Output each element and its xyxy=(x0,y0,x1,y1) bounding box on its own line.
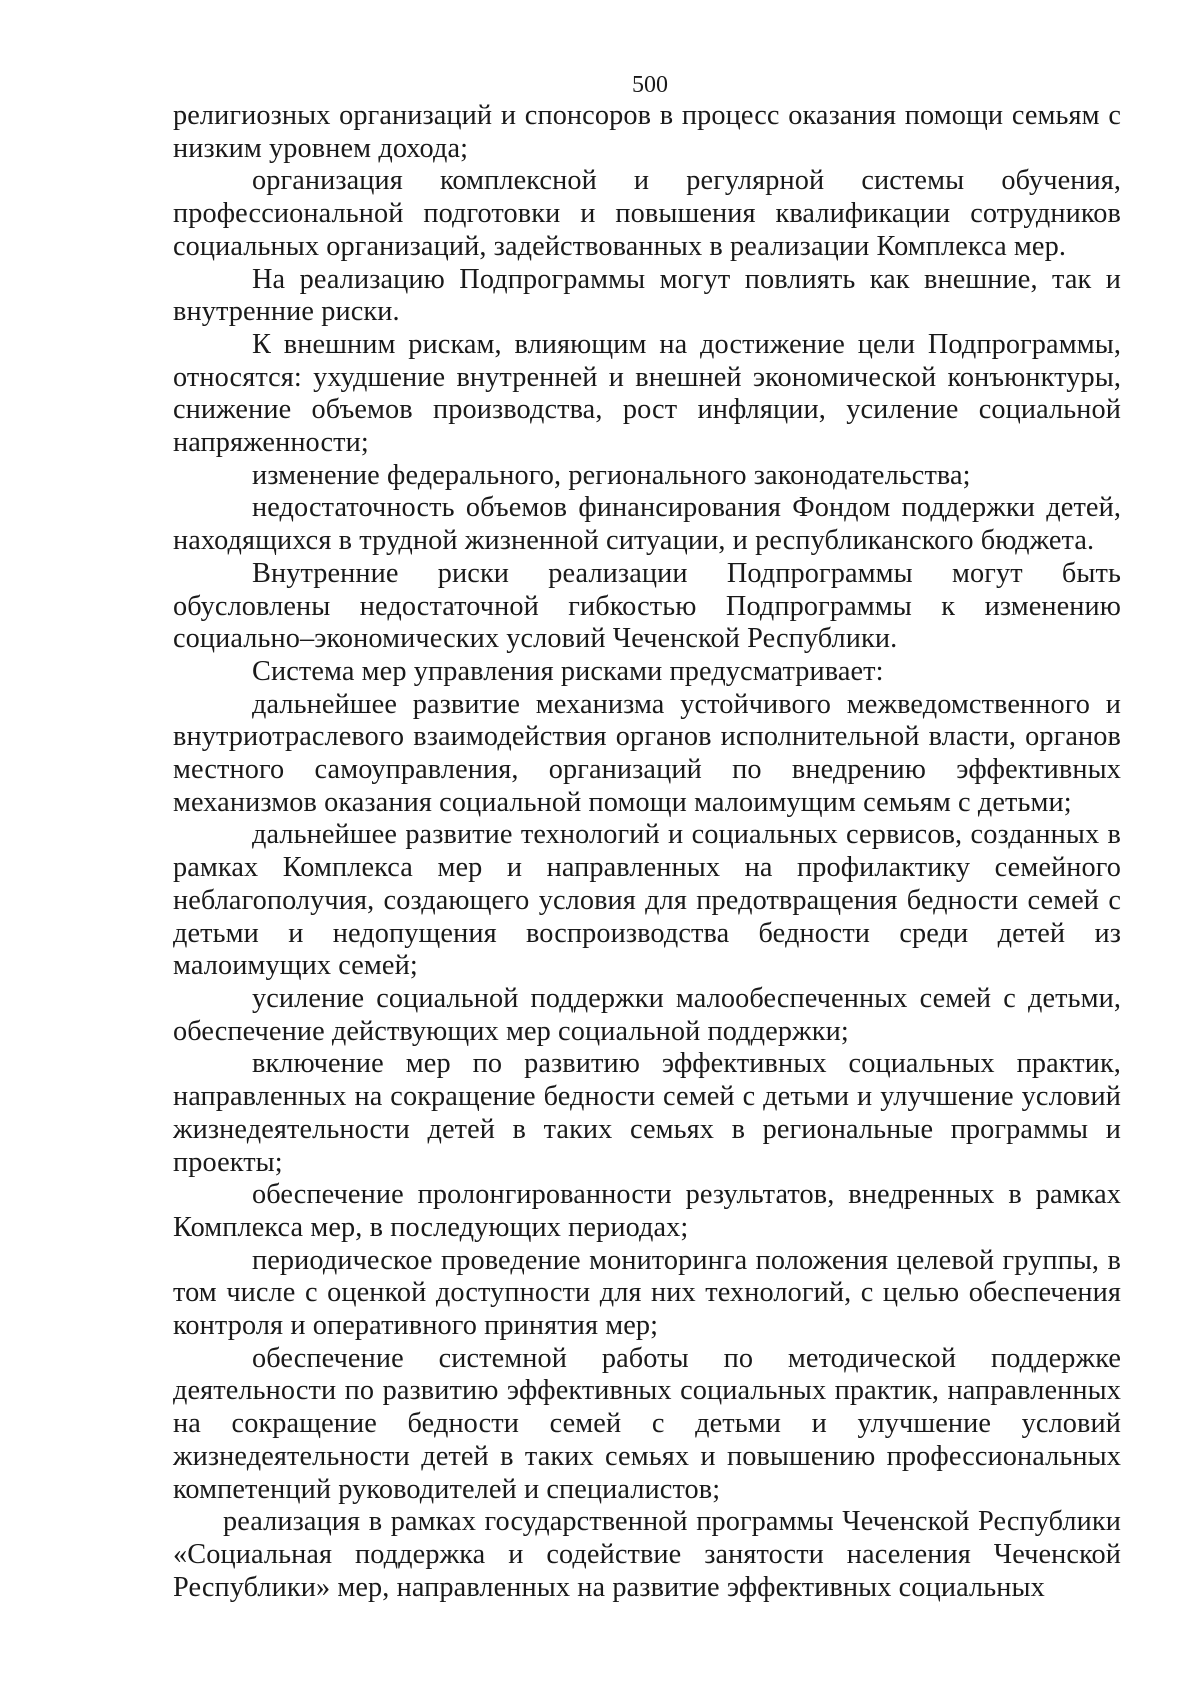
paragraph-6: недостаточность объемов финансирования Фондом поддержки детей, находящихся в трудной жизненной ситуации, и республиканского бюджета. xyxy=(173,492,1121,557)
paragraph-16: реализация в рамках государственной программы Чеченской Республики «Социальная поддержка и содействие занятости населения Чеченской Республики» мер, направленных на развитие эффективных социальных xyxy=(173,1506,1121,1603)
paragraph-15: обеспечение системной работы по методической поддержке деятельности по развитию эффективных социальных практик, направленных на сокращение бедности семей с детьми и улучшение условий жизнедеятельности детей в таких семьях и повышению профессиональных компетенций руководителей и специалистов; xyxy=(173,1342,1121,1505)
paragraph-7: Внутренние риски реализации Подпрограммы могут быть обусловлены недостаточной гибкостью Подпрограммы к изменению социально–экономических условий Чеченской Республики. xyxy=(173,557,1121,655)
paragraph-2: организация комплексной и регулярной системы обучения, профессиональной подготовки и повышения квалификации сотрудников социальных организаций, задействованных в реализации Комплекса мер. xyxy=(173,165,1121,262)
paragraph-11: усиление социальной поддержки малообеспеченных семей с детьми, обеспечение действующих мер социальной поддержки; xyxy=(173,982,1121,1047)
paragraph-10: дальнейшее развитие технологий и социальных сервисов, созданных в рамках Комплекса мер и направленных на профилактику семейного неблагополучия, создающего условия для предотвращения бедности семей с детьми и недопущения воспроизводства бедности среди детей из малоимущих семей; xyxy=(173,819,1121,982)
paragraph-4: К внешним рискам, влияющим на достижение цели Подпрограммы, относятся: ухудшение внутренней и внешней экономической конъюнктуры, снижение объемов производства, рост инфляции, усиление социальной напряженности; xyxy=(173,328,1121,459)
page-number: 500 xyxy=(632,72,668,98)
document-body xyxy=(173,100,1121,1604)
paragraph-12: включение мер по развитию эффективных социальных практик, направленных на сокращение бедности семей с детьми и улучшение условий жизнедеятельности детей в таких семьях в региональные программы и проекты; xyxy=(173,1048,1121,1178)
paragraph-1: религиозных организаций и спонсоров в процесс оказания помощи семьям с низким уровнем дохода; xyxy=(173,100,1121,164)
paragraph-8: Система мер управления рисками предусматривает: xyxy=(252,655,884,687)
paragraph-14: периодическое проведение мониторинга положения целевой группы, в том числе с оценкой доступности для них технологий, с целью обеспечения контроля и оперативного принятия мер; xyxy=(173,1244,1121,1342)
paragraph-13: обеспечение пролонгированности результатов, внедренных в рамках Комплекса мер, в последующих периодах; xyxy=(173,1179,1121,1243)
paragraph-9: дальнейшее развитие механизма устойчивого межведомственного и внутриотраслевого взаимодействия органов исполнительной власти, органов местного самоуправления, организаций по внедрению эффективных механизмов оказания социальной помощи малоимущим семьям с детьми; xyxy=(173,688,1121,818)
paragraph-5: изменение федерального, регионального законодательства; xyxy=(252,459,971,491)
paragraph-3: На реализацию Подпрограммы могут повлиять как внешние, так и внутренние риски. xyxy=(173,263,1121,328)
